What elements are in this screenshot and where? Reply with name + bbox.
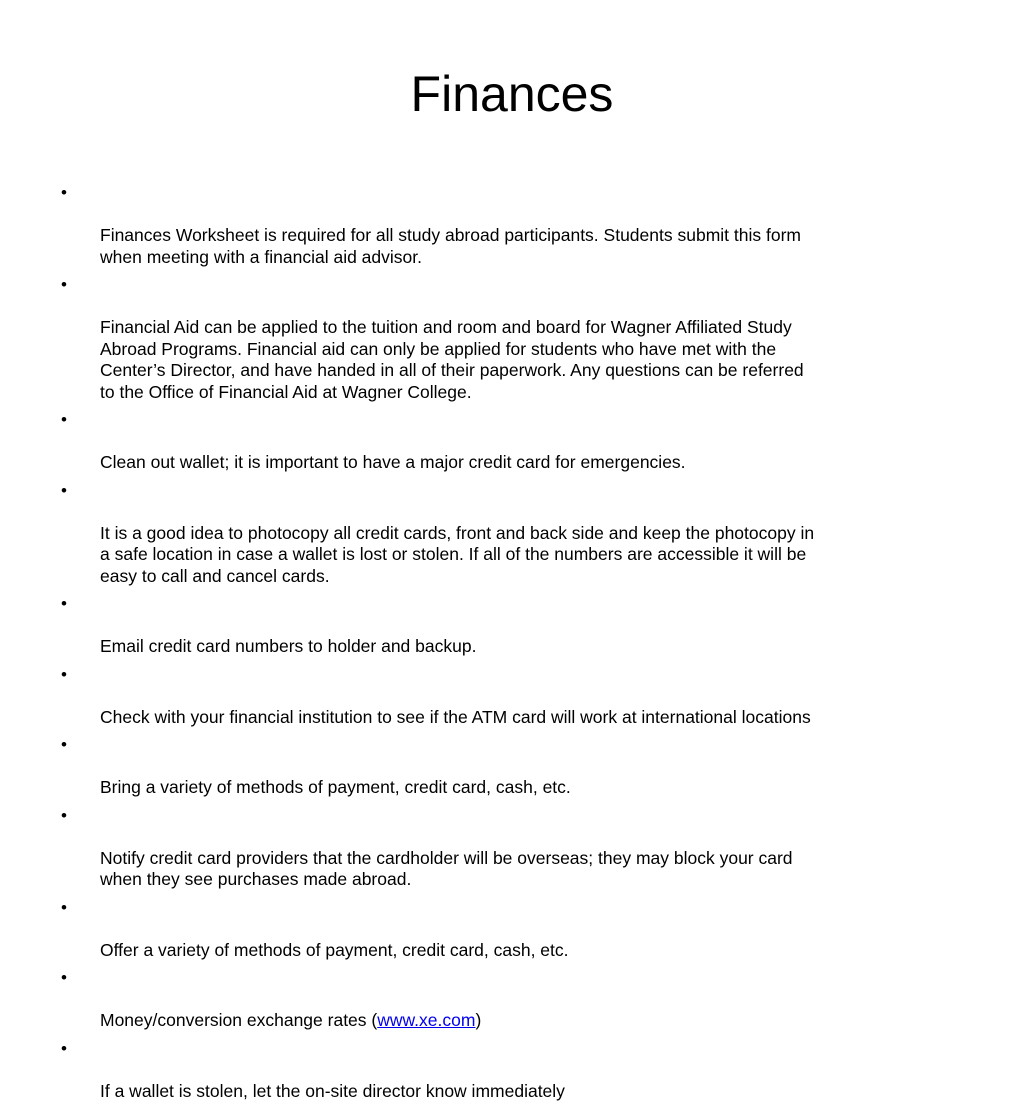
- bullet-icon: •: [61, 805, 67, 825]
- bullet-text: It is a good idea to photocopy all credit cards, front and back side and keep the photocopy in a safe location in case a wallet is lost or stolen. If all of the numbers are accessible it will be easy to call and cancel cards.: [100, 522, 815, 586]
- bullet-icon: •: [61, 664, 67, 684]
- list-item: [58, 182, 978, 268]
- slide-title: Finances: [410, 66, 614, 122]
- list-item: [58, 897, 978, 962]
- bullet-icon: •: [61, 594, 67, 613]
- list-item: [58, 664, 978, 729]
- bullet-text: Bring a variety of methods of payment, credit card, cash, etc.: [100, 777, 571, 797]
- bullet-icon: •: [61, 968, 67, 987]
- bullet-icon: •: [61, 897, 67, 917]
- bullet-text: Check with your financial institution to see if the ATM card will work at international locations: [100, 706, 811, 727]
- bullet-icon: •: [61, 410, 67, 429]
- bullet-icon: •: [61, 1038, 67, 1058]
- bullet-icon: •: [61, 183, 67, 202]
- bullet-icon: •: [61, 480, 67, 500]
- list-item: [58, 409, 978, 474]
- bullet-icon: •: [61, 275, 67, 294]
- list-item: [58, 593, 978, 658]
- bullet-text: Email credit card numbers to holder and backup.: [100, 636, 477, 656]
- bullet-list: [58, 182, 978, 1108]
- bullet-text: If a wallet is stolen, let the on-site director know immediately: [100, 1080, 565, 1101]
- bullet-text: Notify credit card providers that the cardholder will be overseas; they may block your card when they see purchases made abroad.: [100, 847, 793, 889]
- xe-link[interactable]: www.xe.com: [377, 1010, 476, 1030]
- list-item: [58, 1038, 978, 1103]
- list-item: [58, 274, 978, 403]
- bullet-text: Financial Aid can be applied to the tuition and room and board for Wagner Affiliated Study Abroad Programs. Financial aid can only be applied for students who have met with the Center’s Director, and have handed in all of their paperwork. Any questions can be referred to the Office of Financial Aid at Wagner College.: [100, 317, 804, 402]
- exchange-suffix: ): [475, 1010, 482, 1030]
- bullet-text: Finances Worksheet is required for all study abroad participants. Students submit this form when meeting with a financial aid advisor.: [100, 225, 801, 267]
- list-item: [58, 734, 978, 799]
- bullet-text: Clean out wallet; it is important to have a major credit card for emergencies.: [100, 452, 686, 472]
- bullet-text: Offer a variety of methods of payment, credit card, cash, etc.: [100, 939, 569, 960]
- exchange-prefix: Money/conversion exchange rates (: [100, 1010, 378, 1030]
- list-item: [58, 480, 978, 588]
- list-item: [58, 805, 978, 891]
- bullet-icon: •: [61, 735, 67, 754]
- list-item: [58, 967, 978, 1032]
